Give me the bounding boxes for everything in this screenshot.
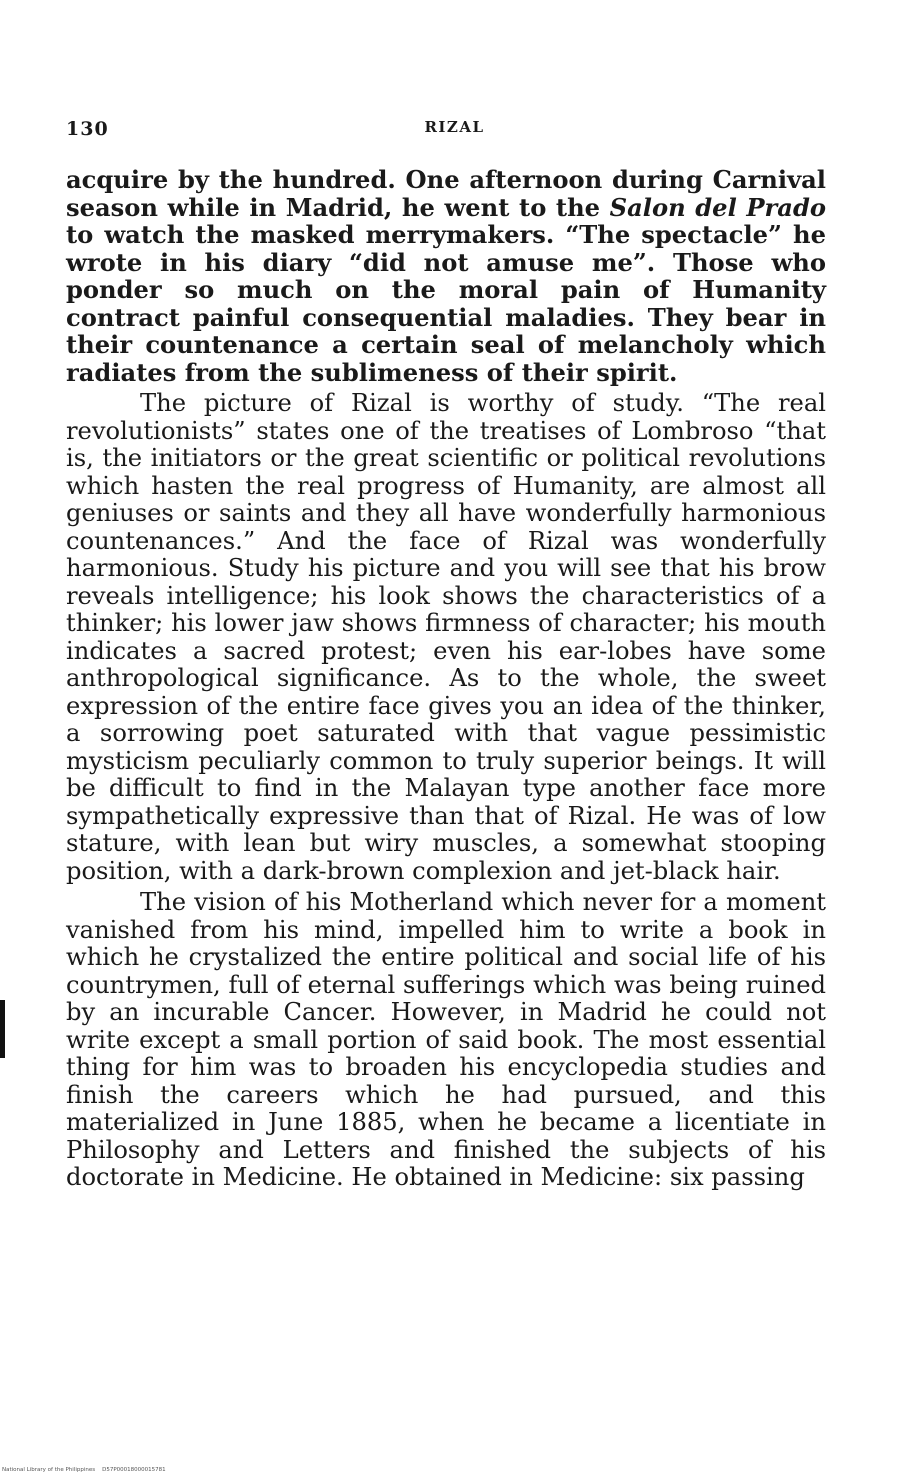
paragraph-1-text-c: to watch the masked merrymakers. “The spectacle” he wrote in his diary “did not amuse me”. Those who ponder so much on the moral pain of Humanity contract painful consequential maladies. They bear in their countenance a certain seal of melancholy which radiates from the sublimeness of their spirit. [66, 220, 826, 387]
scan-footer [2, 1467, 166, 1473]
paragraph-2: The picture of Rizal is worthy of study. “The real revolutionists” states one of the treatises of Lombroso “that is, the initiators or the great scientific or political revolutions which hasten the real progress of Humanity, are almost all geniuses or saints and they all have wonderfully harmonious countenances.” And the face of Rizal was wonderfully harmonious. Study his picture and you will see that his brow reveals intelligence; his look shows the characteristics of a thinker; his lower jaw shows firmness of character; his mouth indicates a sacred protest; even his ear-lobes have some anthropological significance. As to the whole, the sweet expression of the entire face gives you an idea of the thinker, a sorrowing poet saturated with that vague pessimistic mysticism peculiarly common to truly superior beings. It will be difficult to find in the Malayan type another face more sympathetically expressive than that of Rizal. He was of low stature, with lean but wiry muscles, a somewhat stooping position, with a dark-brown complexion and jet-black hair. [66, 389, 826, 885]
running-head [0, 118, 909, 148]
paragraph-1-text-a: acquire by the hundred. One afternoon during Carnival season while in Madrid, he went to the [66, 165, 826, 222]
paragraph-3: The vision of his Motherland which never for a moment vanished from his mind, impelled him to write a book in which he crystalized the entire political and social life of his countrymen, full of eternal sufferings which was being ruined by an incurable Cancer. However, in Madrid he could not write except a small portion of said book. The most essential thing for him was to broaden his encyclopedia studies and finish the careers which he had pursued, and this materialized in June 1885, when he became a licentiate in Philosophy and Letters and finished the subjects of his doctorate in Medicine. He obtained in Medicine: six passing [66, 888, 826, 1191]
footer-id: D57P00018000015781 [102, 1467, 166, 1473]
body-text [66, 166, 826, 1192]
running-title: RIZAL [424, 118, 485, 136]
page-number: 130 [66, 118, 109, 140]
scan-edge-mark [0, 1000, 5, 1058]
paragraph-1 [66, 166, 826, 386]
paragraph-1-italic-place: Salon del Prado [609, 192, 826, 222]
footer-source: National Library of the Philippines [2, 1467, 96, 1473]
